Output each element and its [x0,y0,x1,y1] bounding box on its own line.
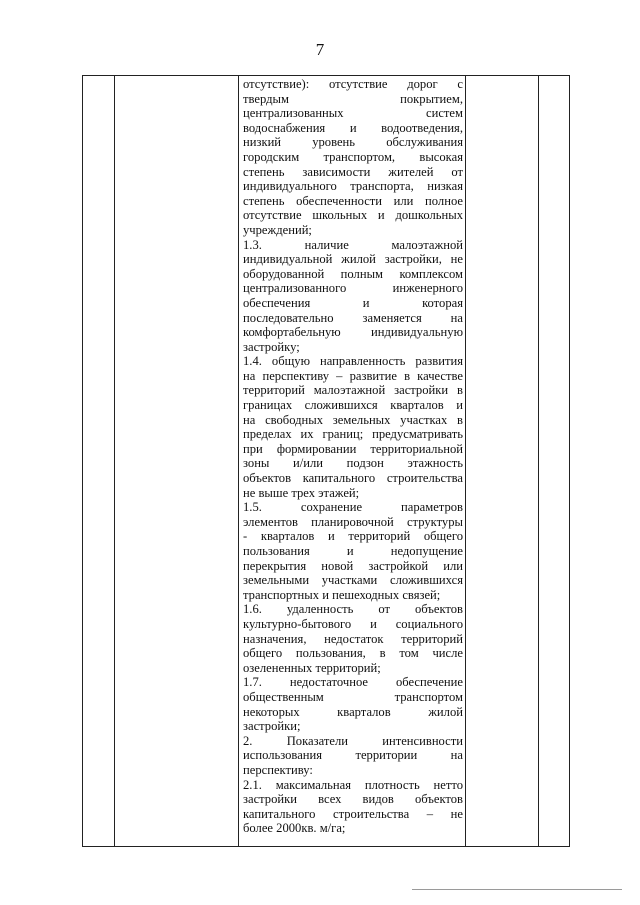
text-line: 2. Показатели интенсивности [243,733,463,748]
text-line: 1.7. недостаточное обеспечение [243,675,463,690]
text-line: городским транспортом, высокая [243,149,463,164]
text-line: на перспективу – развитие в качестве [243,368,463,383]
text-line: земельными участками сложившихся [243,573,463,588]
text-line: последовательно заменяется на [243,310,463,325]
text-line: территорий малоэтажной застройки в [243,383,463,398]
text-line: учреждений; [243,222,312,237]
text-line: водоснабжения и водоотведения, [243,120,463,135]
text-line: границах сложившихся кварталов и [243,398,463,413]
text-line: застройки; [243,719,301,734]
text-line: централизованных систем [243,106,463,121]
text-line: комфортабельную индивидуальную [243,325,463,340]
text-line: централизованного инженерного [243,281,463,296]
text-line: 1.6. удаленность от объектов [243,602,463,617]
text-line: застройки всех видов объектов [243,792,463,807]
table-text-cell [243,77,463,836]
table-column-divider-3 [465,76,466,846]
text-line: культурно-бытового и социального [243,616,463,631]
text-line: капитального строительства – не [243,806,463,821]
text-line: более 2000кв. м/га; [243,821,346,836]
text-line: на свободных земельных участках в [243,412,463,427]
text-line: зоны и/или подзон этажность [243,456,463,471]
text-line: объектов капитального строительства [243,471,463,486]
bottom-rule [412,889,622,890]
table-column-divider-1 [114,76,115,846]
text-line: застройку; [243,339,300,354]
text-line: индивидуального транспорта, низкая [243,179,463,194]
text-line: 2.1. максимальная плотность нетто [243,777,463,792]
text-line: элементов планировочной структуры [243,514,463,529]
text-line: обеспечения и которая [243,295,463,310]
text-line: - кварталов и территорий общего [243,529,463,544]
table-column-divider-4 [538,76,539,846]
text-line: 1.3. наличие малоэтажной [243,237,463,252]
document-table [82,75,570,847]
text-line: назначения, недостаток территорий [243,631,463,646]
text-line: транспортных и пешеходных связей; [243,587,441,602]
text-line: твердым покрытием, [243,91,463,106]
text-line: низкий уровень обслуживания [243,135,463,150]
text-line: озелененных территорий; [243,660,381,675]
text-line: при формировании территориальной [243,441,463,456]
text-line: оборудованной полным комплексом [243,266,463,281]
table-column-divider-2 [238,76,239,846]
text-line: индивидуальной жилой застройки, не [243,252,463,267]
text-line: пользования и недопущение [243,544,463,558]
text-line: степень обеспеченности или полное [243,193,463,208]
page-number: 7 [315,40,325,59]
text-line: общего пользования, в том числе [243,646,463,661]
text-line: отсутствие школьных и дошкольных [243,208,463,223]
text-line: общественным транспортом [243,689,463,704]
text-line: перекрытия новой застройкой или [243,558,463,573]
text-line: отсутствие): отсутствие дорог с [243,77,463,91]
text-line: некоторых кварталов жилой [243,704,463,719]
text-line: не выше трех этажей; [243,485,360,500]
text-line: 1.5. сохранение параметров [243,500,463,515]
text-line: перспективу: [243,762,313,777]
text-line: пределах их границ; предусматривать [243,427,463,442]
text-line: степень зависимости жителей от [243,164,463,179]
text-line: использования территории на [243,748,463,763]
text-line: 1.4. общую направленность развития [243,354,463,369]
